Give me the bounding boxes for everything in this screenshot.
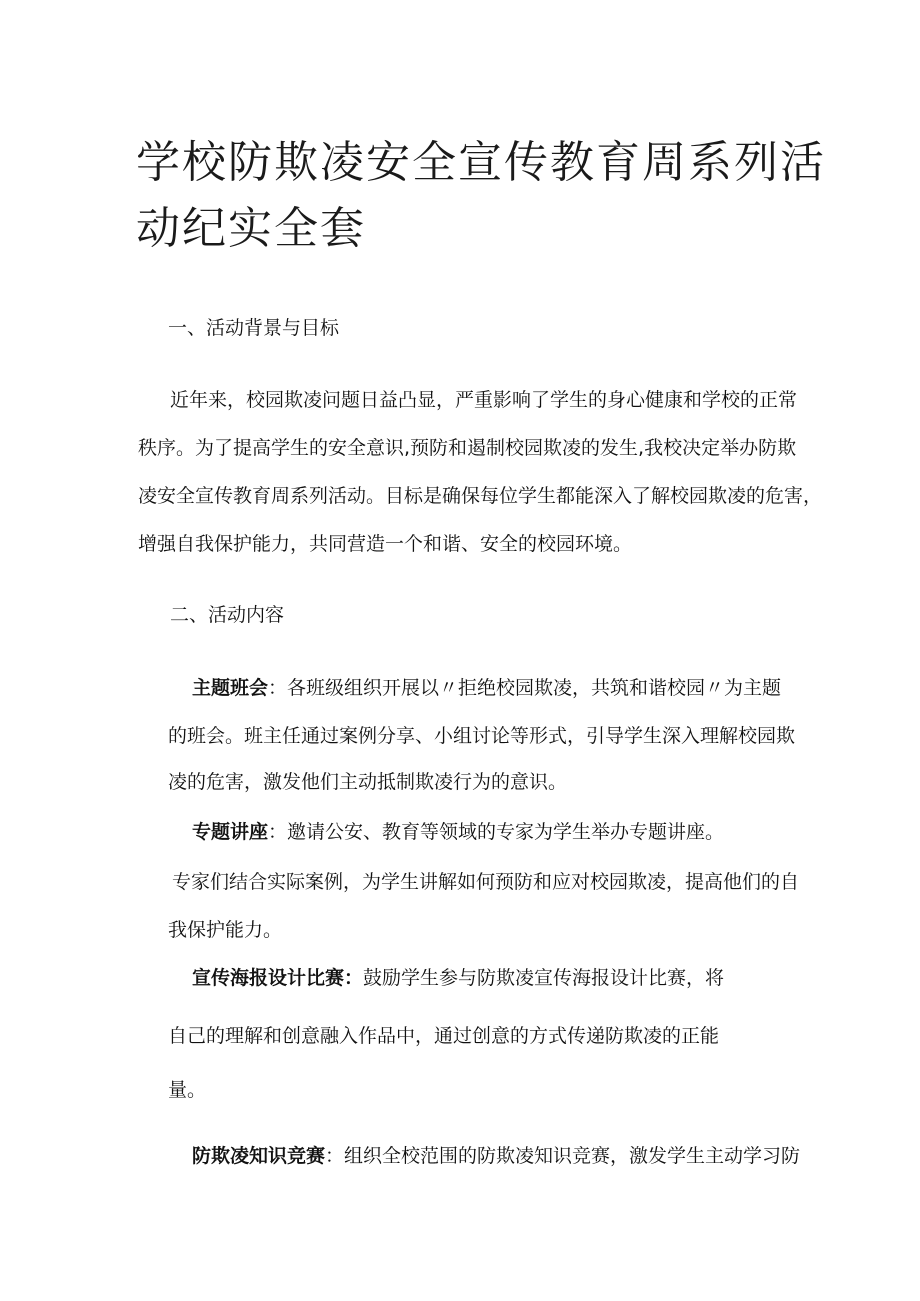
paragraph-line: 增强自我保护能力，共同营造一个和谐、安全的校园环境。 (138, 533, 633, 555)
document-title-line-2: 动纪实全套 (136, 203, 366, 254)
item-special-lecture (192, 820, 724, 844)
paragraph-line: 秩序。为了提高学生的安全意识,预防和遏制校园欺凌的发生,我校决定举办防欺 (138, 437, 797, 459)
item-text: ：各班级组织开展以〃拒绝校园欺凌，共筑和谐校园〃为主题 (268, 677, 782, 699)
item-label: 宣传海报设计比赛： (192, 967, 364, 989)
document-title-line-1: 学校防欺凌安全宣传教育周系列活 (136, 137, 826, 188)
item-label: 防欺凌知识竞赛 (192, 1145, 326, 1167)
paragraph-line: 凌的危害，激发他们主动抵制欺凌行为的意识。 (168, 771, 568, 793)
item-label: 专题讲座 (192, 821, 269, 843)
item-knowledge-contest (192, 1144, 800, 1168)
item-text: ：邀请公安、教育等领域的专家为学生举办专题讲座。 (268, 821, 725, 843)
section-2-heading: 二、活动内容 (170, 604, 285, 626)
paragraph-line: 我保护能力。 (168, 919, 283, 941)
paragraph-line: 专家们结合实际案例，为学生讲解如何预防和应对校园欺凌，提高他们的自 (172, 871, 800, 893)
section-1-heading: 一、活动背景与目标 (168, 317, 340, 339)
paragraph-line: 自己的理解和创意融入作品中，通过创意的方式传递防欺凌的正能 (168, 1025, 720, 1047)
paragraph-line: 量。 (168, 1079, 207, 1101)
item-label: 主题班会 (192, 677, 269, 699)
item-text: ：组织全校范围的防欺凌知识竞赛，激发学生主动学习防 (325, 1145, 801, 1167)
paragraph-line: 凌安全宣传教育周系列活动。目标是确保每位学生都能深入了解校园欺凌的危害， (138, 485, 823, 507)
paragraph-line: 的班会。班主任通过案例分享、小组讨论等形式，引导学生深入理解校园欺 (168, 725, 796, 747)
item-theme-class-meeting (192, 676, 781, 700)
item-poster-design-contest (192, 966, 724, 990)
item-text: 鼓励学生参与防欺凌宣传海报设计比赛，将 (363, 967, 725, 989)
paragraph-line: 近年来，校园欺凌问题日益凸显，严重影响了学生的身心健康和学校的正常 (170, 389, 798, 411)
